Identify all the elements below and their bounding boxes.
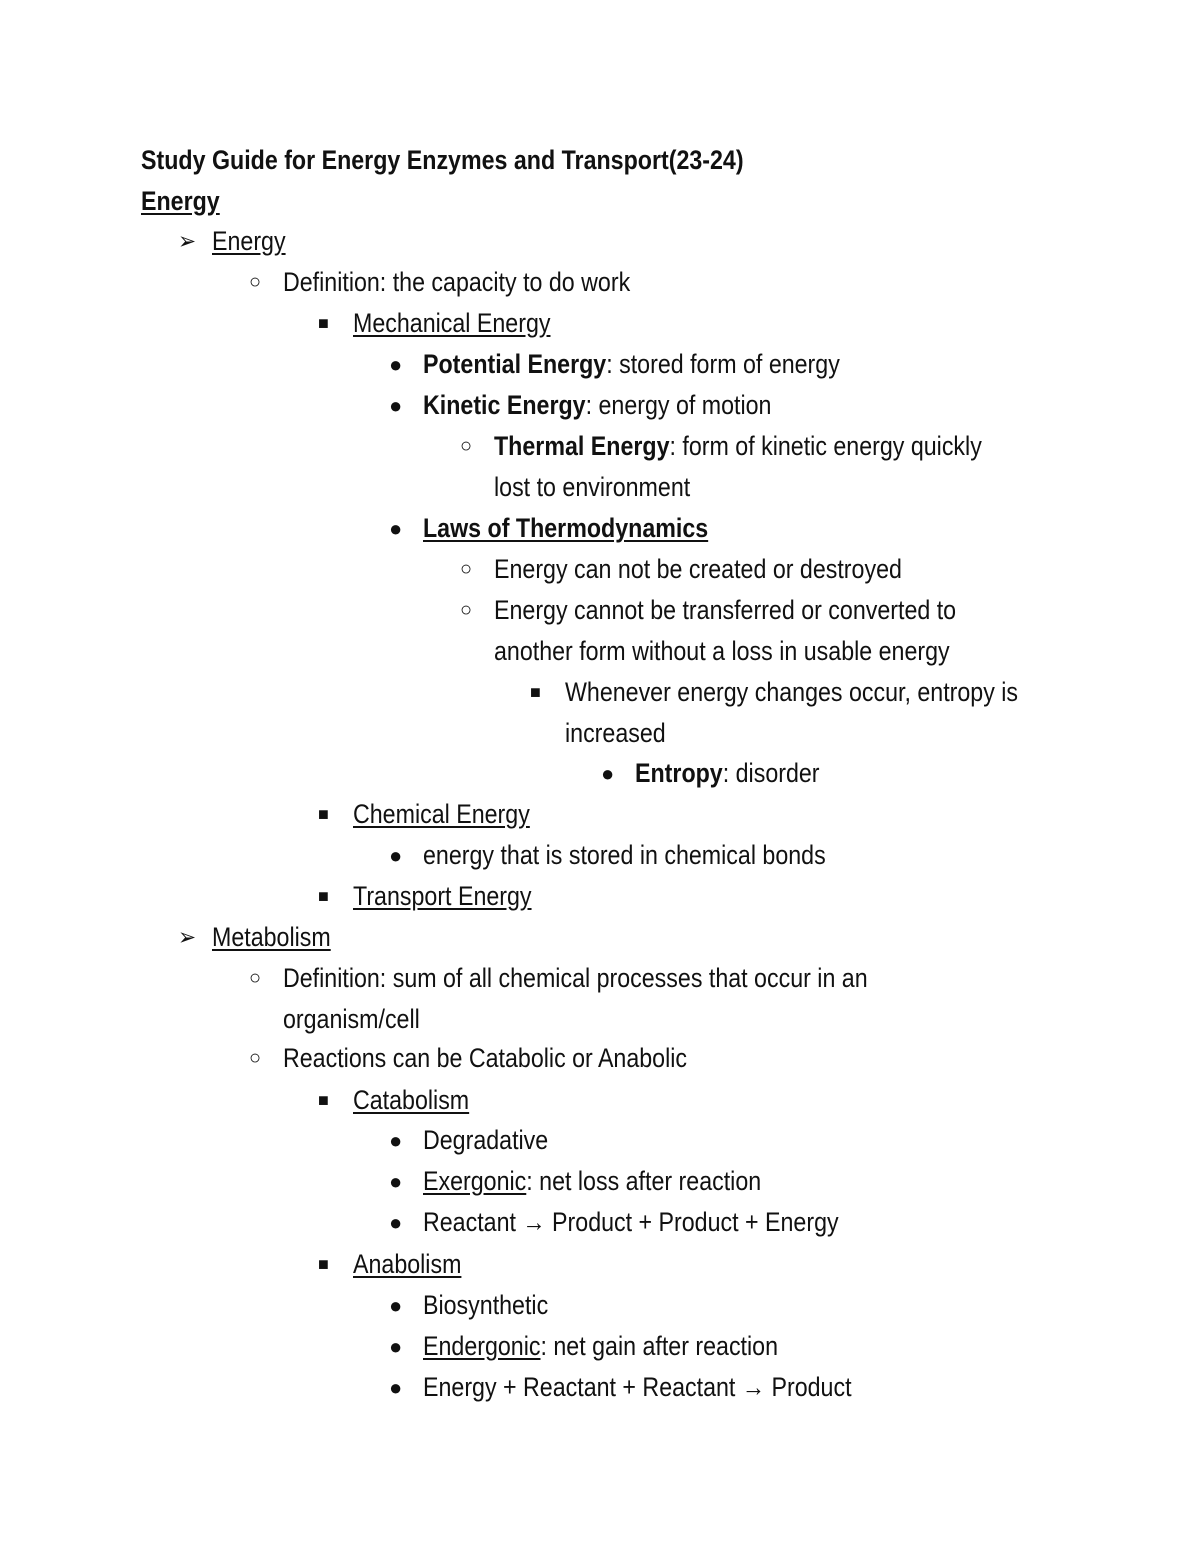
square-bullet-icon: ■ [530, 682, 541, 702]
metabolism-definition: Definition: sum of all chemical processes that occur in an [283, 963, 868, 993]
catabolism-equation: Reactant → Product + Product + Energy [423, 1207, 839, 1237]
dot-bullet-icon: ● [389, 352, 403, 377]
arrow-bullet-icon: ➢ [178, 228, 197, 255]
dot-bullet-icon: ● [389, 1210, 403, 1235]
dot-bullet-icon: ● [389, 1293, 403, 1318]
transport-energy-heading: Transport Energy [353, 881, 532, 911]
dot-bullet-icon: ● [389, 843, 403, 868]
chemical-energy-def: energy that is stored in chemical bonds [423, 840, 826, 870]
dot-bullet-icon: ● [389, 1169, 403, 1194]
entropy-def: : disorder [722, 758, 820, 788]
laws-thermodynamics-heading: Laws of Thermodynamics [423, 513, 709, 543]
endergonic-term: Endergonic [423, 1331, 541, 1361]
circle-bullet-icon: ○ [249, 271, 262, 293]
anabolism-biosynthetic: Biosynthetic [423, 1290, 549, 1320]
dot-bullet-icon: ● [389, 1334, 403, 1359]
potential-energy-item [423, 344, 840, 385]
dot-bullet-icon: ● [601, 761, 615, 786]
entropy-term: Entropy [635, 758, 723, 788]
mechanical-energy-heading: Mechanical Energy [353, 308, 551, 338]
reactions-types: Reactions can be Catabolic or Anabolic [283, 1043, 688, 1073]
circle-bullet-icon: ○ [249, 1047, 262, 1069]
dot-bullet-icon: ● [389, 1375, 403, 1400]
metabolism-definition-cont: organism/cell [283, 1004, 420, 1034]
kinetic-energy-term: Kinetic Energy [423, 390, 586, 420]
square-bullet-icon: ■ [318, 1090, 329, 1110]
dot-bullet-icon: ● [389, 1128, 403, 1153]
dot-bullet-icon: ● [389, 516, 403, 541]
energy-definition: Definition: the capacity to do work [283, 267, 631, 297]
kinetic-energy-item [423, 385, 771, 426]
endergonic-def: : net gain after reaction [540, 1331, 778, 1361]
second-law-cont: another form without a loss in usable energy [494, 636, 950, 666]
square-bullet-icon: ■ [318, 886, 329, 906]
thermal-energy-def: : form of kinetic energy quickly [669, 431, 982, 461]
catabolism-degradative: Degradative [423, 1125, 549, 1155]
thermal-energy-term: Thermal Energy [494, 431, 670, 461]
energy-heading: Energy [212, 226, 286, 256]
endergonic-item [423, 1326, 778, 1367]
circle-bullet-icon: ○ [460, 558, 473, 580]
circle-bullet-icon: ○ [460, 599, 473, 621]
page-title: Study Guide for Energy Enzymes and Transport(23-24) [141, 145, 744, 175]
thermal-energy-item [494, 426, 982, 467]
exergonic-item [423, 1161, 761, 1202]
anabolism-equation: Energy + Reactant + Reactant → Product [423, 1372, 852, 1402]
catabolism-heading: Catabolism [353, 1085, 470, 1115]
first-law: Energy can not be created or destroyed [494, 554, 902, 584]
exergonic-term: Exergonic [423, 1166, 527, 1196]
circle-bullet-icon: ○ [460, 435, 473, 457]
section-heading: Energy [141, 186, 220, 216]
metabolism-heading: Metabolism [212, 922, 331, 952]
arrow-bullet-icon: ➢ [178, 924, 197, 951]
square-bullet-icon: ■ [318, 804, 329, 824]
dot-bullet-icon: ● [389, 393, 403, 418]
thermal-energy-def-cont: lost to environment [494, 472, 691, 502]
chemical-energy-heading: Chemical Energy [353, 799, 530, 829]
potential-energy-term: Potential Energy [423, 349, 607, 379]
circle-bullet-icon: ○ [249, 967, 262, 989]
second-law: Energy cannot be transferred or converted to [494, 595, 957, 625]
square-bullet-icon: ■ [318, 1254, 329, 1274]
anabolism-heading: Anabolism [353, 1249, 462, 1279]
entropy-increase-cont: increased [565, 718, 666, 748]
entropy-item [635, 753, 820, 794]
exergonic-def: : net loss after reaction [526, 1166, 762, 1196]
entropy-increase: Whenever energy changes occur, entropy is [565, 677, 1019, 707]
potential-energy-def: : stored form of energy [606, 349, 840, 379]
square-bullet-icon: ■ [318, 313, 329, 333]
kinetic-energy-def: : energy of motion [585, 390, 772, 420]
